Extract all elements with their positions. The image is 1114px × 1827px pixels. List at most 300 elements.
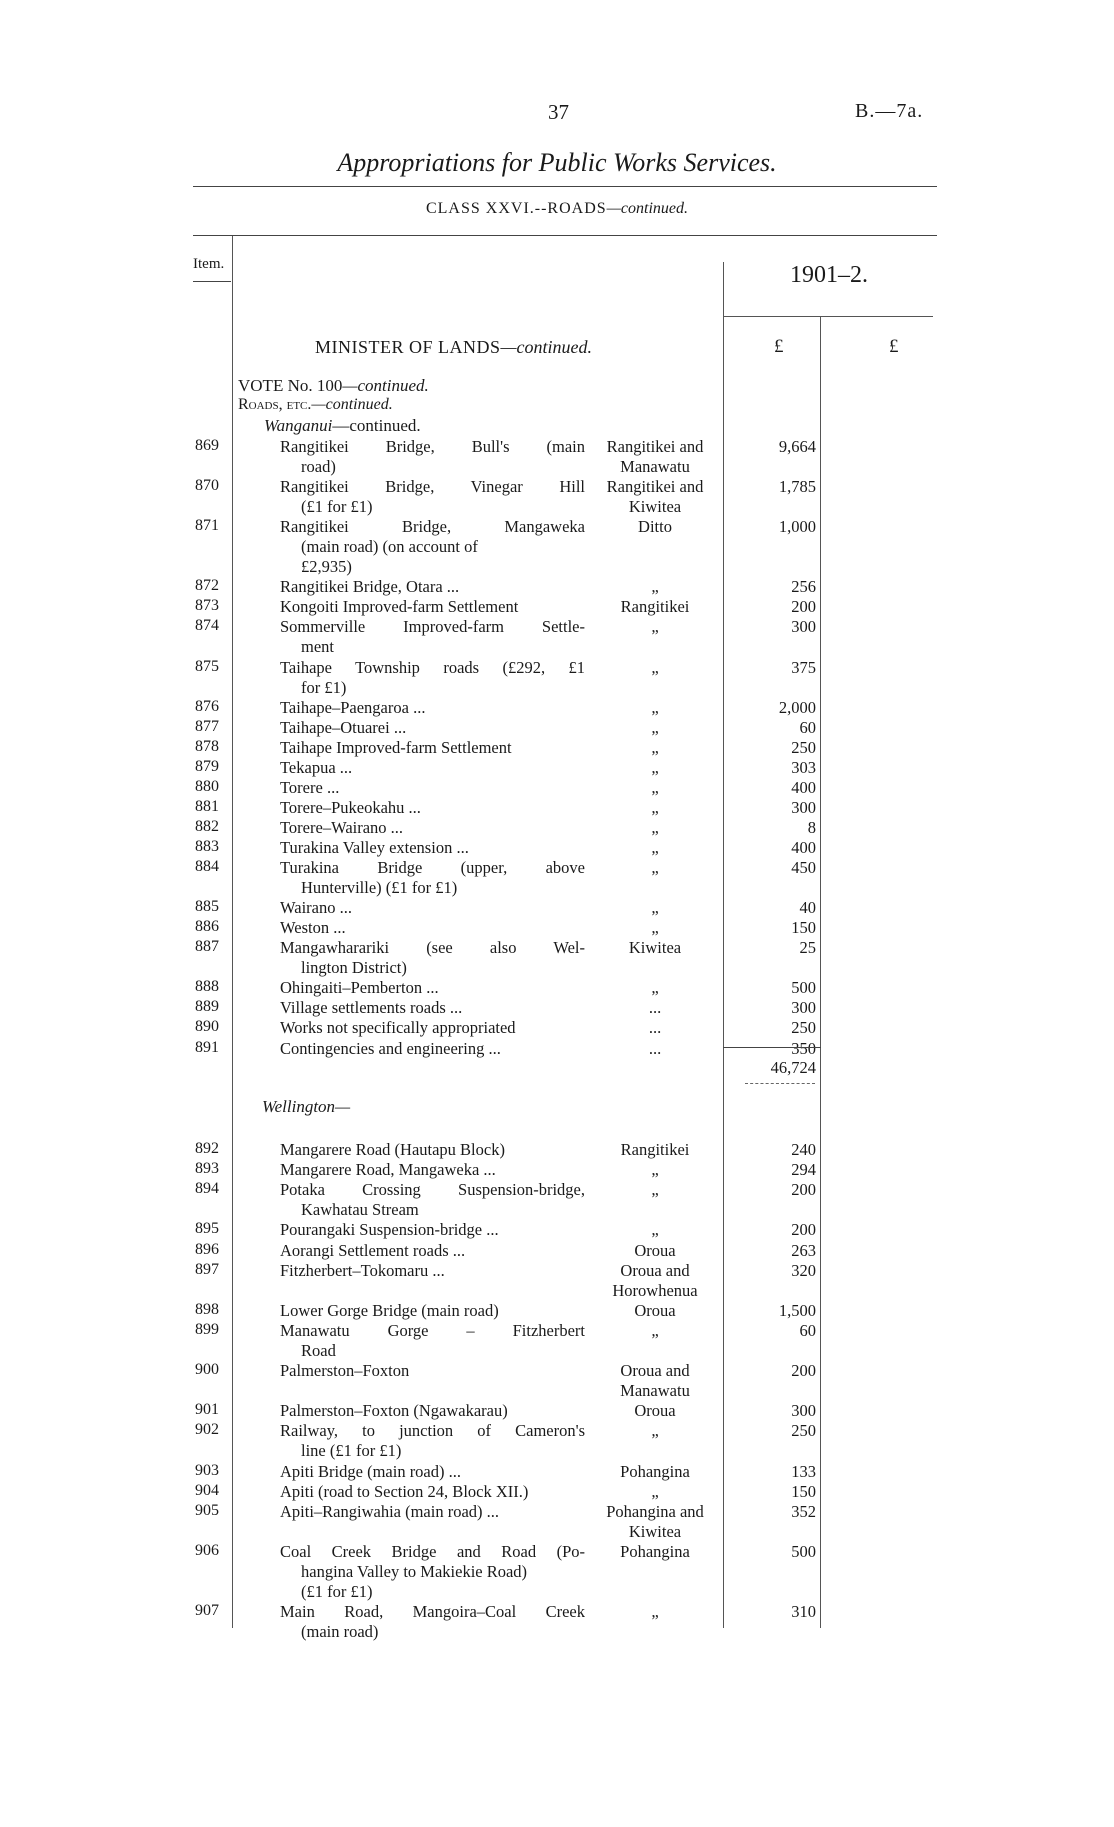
item-number: 906 (195, 1542, 219, 1559)
description-line: Apiti (road to Section 24, Block XII.) (280, 1481, 529, 1501)
amount: 250 (791, 737, 816, 757)
item-number: 897 (195, 1260, 219, 1278)
amount: 25 (799, 938, 816, 958)
amount: 350 (791, 1038, 816, 1058)
description-line: Taihape Improved-farm Settlement (280, 737, 512, 757)
pound-header-totals: £ (889, 336, 899, 357)
item-description (280, 998, 585, 1018)
electorate-line: „ (651, 777, 659, 797)
item-description (280, 1140, 585, 1160)
amount: 500 (791, 978, 816, 998)
electorate (585, 1542, 725, 1562)
electorate (585, 798, 725, 818)
description-line: Manawatu Gorge – Fitzherbert (280, 1320, 585, 1340)
wanganui-total: 46,724 (770, 1058, 816, 1077)
electorate-line: Ditto (638, 517, 672, 537)
electorate-line: „ (651, 1220, 659, 1240)
table-row (0, 517, 1114, 577)
amount: 1,785 (778, 477, 816, 497)
description-line: Taihape–Otuarei ... (280, 717, 407, 737)
electorate-line: „ (651, 617, 659, 637)
amount: 400 (791, 777, 816, 797)
item-description (280, 1502, 585, 1522)
district-dash: — (335, 1097, 351, 1116)
item-description (280, 1421, 585, 1461)
item-number: 876 (195, 697, 219, 715)
item-description (280, 1602, 585, 1642)
item-description (280, 1482, 585, 1502)
electorate-line: Kiwitea (628, 497, 682, 517)
amount: 250 (791, 1018, 816, 1038)
item-number: 870 (195, 477, 219, 495)
electorate-line: „ (651, 978, 659, 998)
electorate-line: Rangitikei (620, 1140, 690, 1159)
amount: 450 (791, 858, 816, 878)
electorate (585, 1361, 725, 1401)
class-heading (0, 200, 1114, 218)
description-line: Pourangaki Suspension-bridge ... (280, 1220, 499, 1240)
amount: 150 (791, 1481, 816, 1501)
electorate (585, 818, 725, 838)
electorate (585, 658, 725, 678)
amount: 320 (791, 1260, 816, 1280)
roads-heading (238, 396, 393, 414)
item-number: 872 (195, 577, 219, 595)
table-row (0, 577, 1114, 597)
table-row (0, 1602, 1114, 1642)
item-description (280, 978, 585, 998)
roads-heading-main: Roads, etc. (238, 396, 312, 413)
table-row (0, 978, 1114, 998)
electorate-line: Horowhenua (612, 1280, 698, 1300)
electorate-line: „ (651, 1180, 659, 1200)
item-number: 895 (195, 1220, 219, 1238)
electorate (585, 617, 725, 637)
table-row (0, 1421, 1114, 1461)
item-number: 904 (195, 1481, 219, 1499)
electorate (585, 1421, 725, 1441)
electorate-line: „ (651, 797, 659, 817)
electorate (585, 1261, 725, 1301)
item-number: 889 (195, 998, 219, 1016)
amount: 294 (791, 1160, 816, 1180)
description-line: Torere–Wairano ... (280, 817, 404, 837)
description-line: Mangarere Road, Mangaweka ... (280, 1160, 496, 1180)
electorate-line: Pohangina (620, 1542, 690, 1561)
item-number: 886 (195, 918, 219, 936)
description-line: road) (301, 457, 336, 476)
electorate (585, 698, 725, 718)
table-row (0, 758, 1114, 778)
description-line: Palmerston–Foxton (280, 1361, 410, 1381)
item-number: 894 (195, 1180, 219, 1198)
description-line: Rangitikei Bridge, Mangaweka (280, 517, 585, 537)
item-number: 893 (195, 1160, 219, 1178)
amount: 150 (791, 918, 816, 938)
item-description (280, 437, 585, 477)
table-row (0, 477, 1114, 517)
table-row (0, 1039, 1114, 1059)
electorate (585, 838, 725, 858)
item-number: 888 (195, 978, 219, 996)
table-row (0, 1220, 1114, 1240)
item-number: 898 (195, 1300, 219, 1318)
item-number: 890 (195, 1018, 219, 1036)
amount: 200 (791, 1220, 816, 1240)
amount: 303 (791, 757, 816, 777)
table-row (0, 938, 1114, 978)
electorate (585, 858, 725, 878)
item-description (280, 577, 585, 597)
subtotal-rule (723, 1047, 821, 1048)
electorate (585, 577, 725, 597)
description-line: for £1) (301, 677, 347, 697)
item-description (280, 1542, 585, 1602)
electorate-line: „ (651, 697, 659, 717)
electorate (585, 778, 725, 798)
description-line: line (£1 for £1) (301, 1441, 402, 1461)
item-number: 907 (195, 1602, 219, 1620)
table-row (0, 918, 1114, 938)
electorate (585, 1602, 725, 1622)
pound-header-items: £ (774, 336, 784, 357)
amount: 500 (791, 1542, 816, 1561)
electorate-line: „ (651, 1481, 659, 1501)
description-line: Taihape–Paengaroa ... (280, 697, 426, 717)
item-number: 873 (195, 597, 219, 615)
table-row (0, 1160, 1114, 1180)
item-description (280, 938, 585, 978)
page-number: 37 (548, 100, 569, 124)
electorate (585, 1321, 725, 1341)
table-row (0, 1361, 1114, 1401)
amount: 310 (791, 1602, 816, 1622)
table-row (0, 898, 1114, 918)
description-line: Main Road, Mangoira–Coal Creek (280, 1602, 585, 1622)
table-row (0, 1140, 1114, 1160)
item-description (280, 838, 585, 858)
amount: 256 (791, 577, 816, 597)
item-number: 891 (195, 1038, 219, 1056)
electorate-line: Kiwitea (628, 1521, 682, 1541)
electorate (585, 1180, 725, 1200)
amount: 2,000 (778, 697, 816, 717)
class-heading-continued: —continued. (606, 200, 688, 217)
item-description (280, 818, 585, 838)
item-column-header: Item. (193, 256, 225, 272)
item-number: 875 (195, 657, 219, 675)
district-name: Wellington (262, 1097, 336, 1116)
electorate (585, 1482, 725, 1502)
electorate-line: Pohangina and (606, 1501, 704, 1521)
electorate (585, 1160, 725, 1180)
item-number: 882 (195, 817, 219, 835)
table-row (0, 1542, 1114, 1601)
amount: 352 (791, 1501, 816, 1521)
item-number: 892 (195, 1140, 219, 1157)
electorate-line: „ (651, 858, 659, 878)
table-row (0, 1260, 1114, 1300)
electorate (585, 998, 725, 1018)
item-number: 869 (195, 437, 219, 454)
table-row (0, 778, 1114, 798)
item-number: 885 (195, 898, 219, 916)
description-line: Wairano ... (280, 898, 352, 918)
item-description (280, 778, 585, 798)
electorate-line: „ (651, 918, 659, 938)
description-line: Rangitikei Bridge, Bull's (main (280, 437, 585, 456)
electorate-line: „ (651, 1421, 659, 1441)
electorate-line: „ (651, 898, 659, 918)
amount: 300 (791, 797, 816, 817)
electorate-line: Pohangina (620, 1461, 690, 1481)
electorate (585, 477, 725, 517)
electorate-line: Oroua and (620, 1361, 690, 1381)
document-reference: B.—7a. (855, 100, 924, 122)
electorate-line: Kiwitea (628, 938, 682, 958)
description-line: lington District) (301, 958, 407, 978)
item-description (280, 858, 585, 898)
electorate-line: „ (651, 1602, 659, 1622)
item-description (280, 1301, 585, 1321)
electorate-line: Manawatu (620, 457, 690, 476)
electorate (585, 738, 725, 758)
amount: 1,500 (778, 1300, 816, 1320)
table-row (0, 698, 1114, 718)
item-description (280, 1018, 585, 1038)
item-description (280, 1241, 585, 1261)
description-line: Apiti–Rangiwahia (main road) ... (280, 1501, 500, 1521)
description-line: Kawhatau Stream (301, 1200, 419, 1220)
electorate-line: ... (648, 1038, 662, 1058)
item-number: 871 (195, 517, 219, 535)
description-line: Kongoiti Improved-farm Settlement (280, 597, 519, 617)
item-description (280, 658, 585, 698)
item-number: 884 (195, 858, 219, 876)
description-line: (main road) (on account of (301, 537, 478, 557)
electorate-line: Rangitikei and (606, 477, 704, 497)
item-description (280, 758, 585, 778)
vote-heading-continued: —continued. (342, 376, 429, 395)
subtotal-underline (745, 1083, 815, 1084)
item-number: 905 (195, 1501, 219, 1519)
description-line: Village settlements roads ... (280, 998, 463, 1018)
description-line: Turakina Bridge (upper, above (280, 858, 585, 878)
table-row (0, 1018, 1114, 1038)
electorate (585, 1220, 725, 1240)
minister-heading-main: MINISTER OF LANDS (315, 337, 501, 357)
table-row (0, 1241, 1114, 1261)
top-rule (193, 186, 937, 187)
description-line: £2,935) (301, 557, 352, 577)
amount: 300 (791, 998, 816, 1018)
item-description (280, 517, 585, 577)
item-description (280, 918, 585, 938)
item-number: 896 (195, 1240, 219, 1258)
item-description (280, 718, 585, 738)
description-line: (main road) (301, 1622, 379, 1642)
electorate (585, 1140, 725, 1160)
electorate (585, 1502, 725, 1542)
electorate (585, 1018, 725, 1038)
table-row (0, 1301, 1114, 1321)
electorate-line: Oroua (634, 1300, 676, 1320)
item-description (280, 1220, 585, 1240)
amount: 40 (799, 898, 816, 918)
item-number: 903 (195, 1461, 219, 1479)
amount: 263 (791, 1240, 816, 1260)
electorate-line: Manawatu (620, 1381, 690, 1401)
description-line: ment (301, 637, 334, 657)
description-line: Mangarere Road (Hautapu Block) (280, 1140, 505, 1159)
item-number: 883 (195, 838, 219, 855)
amount: 9,664 (778, 437, 816, 456)
description-line: Coal Creek Bridge and Road (Po- (280, 1542, 585, 1561)
amount: 300 (791, 1401, 816, 1421)
table-row (0, 718, 1114, 738)
table-row (0, 1401, 1114, 1421)
amount: 375 (791, 657, 816, 677)
item-description (280, 1321, 585, 1361)
electorate (585, 1401, 725, 1421)
description-line: Rangitikei Bridge, Vinegar Hill (280, 477, 585, 497)
table-row (0, 818, 1114, 838)
electorate-line: ... (648, 998, 662, 1018)
class-heading-main: CLASS XXVI.--ROADS (425, 200, 607, 217)
table-row (0, 657, 1114, 697)
description-line: Palmerston–Foxton (Ngawakarau) (280, 1401, 508, 1421)
description-line: Rangitikei Bridge, Otara ... (280, 577, 460, 597)
amount: 133 (791, 1461, 816, 1481)
electorate (585, 1039, 725, 1059)
item-number: 900 (195, 1361, 219, 1379)
header-rule (193, 235, 937, 236)
electorate (585, 1301, 725, 1321)
page-title: Appropriations for Public Works Services. (337, 148, 777, 177)
vote-heading-main: VOTE No. 100 (238, 376, 343, 395)
electorate (585, 898, 725, 918)
electorate (585, 1241, 725, 1261)
description-line: hangina Valley to Makiekie Road) (301, 1562, 528, 1581)
amount: 300 (791, 617, 816, 637)
item-number: 878 (195, 737, 219, 755)
table-row (0, 597, 1114, 617)
item-number: 877 (195, 717, 219, 735)
item-description (280, 1462, 585, 1482)
description-line: Aorangi Settlement roads ... (280, 1240, 466, 1260)
amount: 400 (791, 838, 816, 857)
item-description (280, 1039, 585, 1059)
description-line: Tekapua ... (280, 757, 353, 777)
amount: 8 (807, 817, 816, 837)
description-line: Potaka Crossing Suspension-bridge, (280, 1180, 585, 1200)
table-row (0, 738, 1114, 758)
electorate-line: „ (651, 577, 659, 597)
electorate-line: ... (648, 1018, 662, 1038)
item-number: 880 (195, 777, 219, 795)
description-line: Torere ... (280, 777, 340, 797)
table-row (0, 1462, 1114, 1482)
electorate-line: „ (651, 717, 659, 737)
district-heading-wellington (262, 1097, 350, 1117)
description-line: Ohingaiti–Pemberton ... (280, 978, 439, 998)
electorate (585, 1462, 725, 1482)
electorate (585, 918, 725, 938)
electorate (585, 597, 725, 617)
district-heading-wanganui (264, 416, 421, 436)
electorate-line: Oroua (634, 1240, 676, 1260)
amount: 60 (799, 1320, 816, 1340)
electorate-line: Oroua and (620, 1260, 690, 1280)
year-header-rule (723, 316, 933, 317)
item-description (280, 617, 585, 657)
electorate-line: „ (651, 737, 659, 757)
item-description (280, 798, 585, 818)
amount: 200 (791, 597, 816, 617)
description-line: Contingencies and engineering ... (280, 1038, 501, 1058)
item-number: 901 (195, 1401, 219, 1419)
description-line: Mangawharariki (see also Wel- (280, 938, 585, 958)
table-row (0, 798, 1114, 818)
item-number: 881 (195, 797, 219, 815)
amount: 250 (791, 1421, 816, 1441)
description-line: Taihape Township roads (£292, £1 (280, 657, 585, 677)
amount: 60 (799, 717, 816, 737)
description-line: Sommerville Improved-farm Settle- (280, 617, 585, 637)
district-name: Wanganui (264, 416, 333, 435)
electorate-line: „ (651, 657, 659, 677)
item-number: 887 (195, 938, 219, 956)
description-line: (£1 for £1) (301, 1582, 373, 1601)
item-description (280, 597, 585, 617)
electorate (585, 718, 725, 738)
table-row (0, 1180, 1114, 1220)
amount: 200 (791, 1180, 816, 1200)
description-line: (£1 for £1) (301, 497, 373, 517)
minister-heading (315, 337, 592, 358)
item-number: 899 (195, 1320, 219, 1338)
minister-heading-continued: —continued. (500, 337, 593, 357)
year-header: 1901–2. (790, 262, 868, 288)
item-description (280, 1361, 585, 1381)
description-line: Torere–Pukeokahu ... (280, 797, 421, 817)
description-line: Turakina Valley extension ... (280, 838, 469, 857)
electorate (585, 938, 725, 958)
electorate (585, 978, 725, 998)
table-row (0, 858, 1114, 898)
electorate-line: Oroua (634, 1401, 676, 1421)
electorate (585, 517, 725, 537)
table-row (0, 617, 1114, 657)
electorate (585, 758, 725, 778)
table-row (0, 998, 1114, 1018)
item-description (280, 698, 585, 718)
description-line: Hunterville) (£1 for £1) (301, 878, 458, 898)
electorate-line: Rangitikei (620, 597, 690, 617)
vote-heading (238, 376, 429, 396)
amount: 1,000 (778, 517, 816, 537)
description-line: Road (301, 1340, 336, 1360)
item-description (280, 898, 585, 918)
table-row (0, 1482, 1114, 1502)
electorate-line: „ (651, 757, 659, 777)
table-row (0, 437, 1114, 476)
electorate-line: „ (651, 1320, 659, 1340)
item-number: 879 (195, 757, 219, 775)
electorate-line: „ (651, 838, 659, 857)
item-header-underline (193, 281, 231, 282)
table-row (0, 1501, 1114, 1541)
